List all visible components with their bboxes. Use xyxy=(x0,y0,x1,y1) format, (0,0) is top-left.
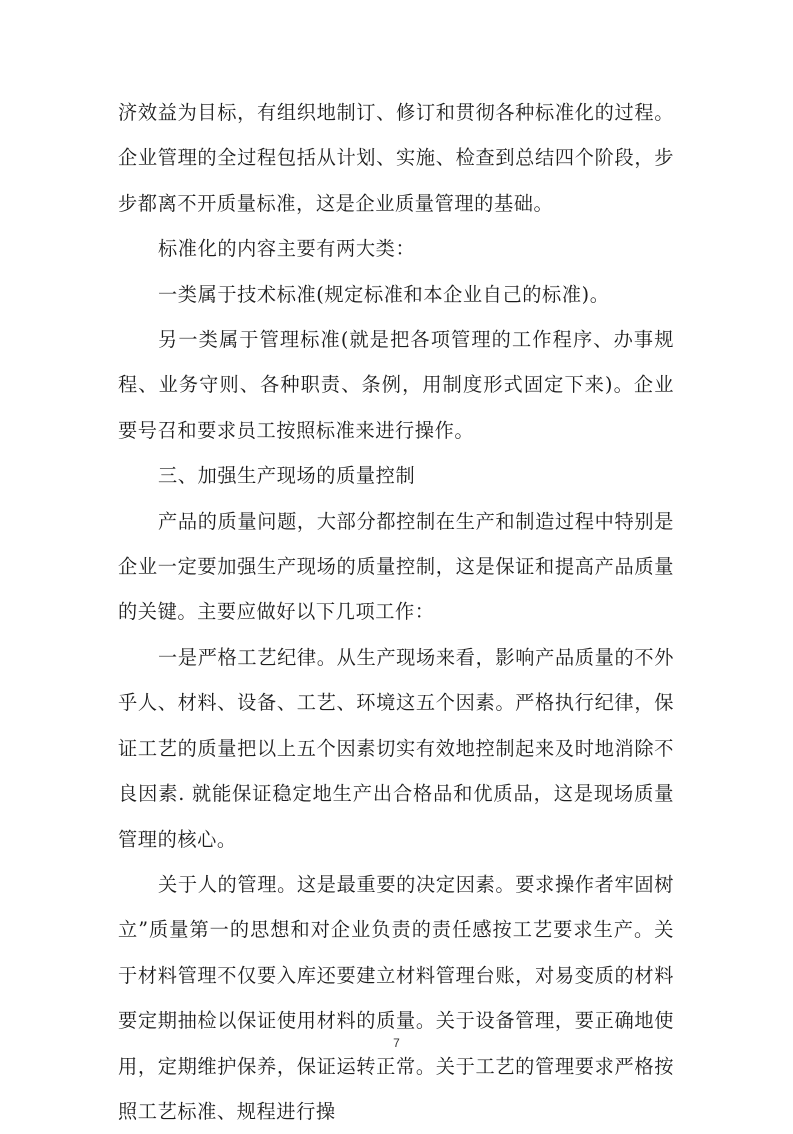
paragraph-people-management: 关于人的管理。这是最重要的决定因素。要求操作者牢固树立”质量第一的思想和对企业负责的责任感按工艺要求生产。关于材料管理不仅要入库还要建立材料管理台账，对易变质的材料要定期抽检以保证使用材料的质量。关于设备管理，要正确地使用，定期维护保养，保证运转正常。关于工艺的管理要求严格按照工艺标准、规程进行操 xyxy=(118,872,674,1123)
body-text xyxy=(118,90,674,1134)
paragraph-standardization-intro: 标准化的内容主要有两大类： xyxy=(158,237,416,261)
paragraph-continuation: 济效益为目标，有组织地制订、修订和贯彻各种标准化的过程。企业管理的全过程包括从计划、实施、检查到总结四个阶段，步步都离不开质量标准，这是企业质量管理的基础。 xyxy=(118,101,674,215)
page-number: 7 xyxy=(393,1036,400,1050)
paragraph-process-discipline: 一是严格工艺纪律。从生产现场来看，影响产品质量的不外乎人、材料、设备、工艺、环境这五个因素。严格执行纪律，保证工艺的质量把以上五个因素切实有效地控制起来及时地消除不良因素. 就能保证稳定地生产出合格品和优质品，这是现场质量管理的核心。 xyxy=(118,645,674,851)
paragraph-management-standard: 另一类属于管理标准(就是把各项管理的工作程序、办事规程、业务守则、各种职责、条例，用制度形式固定下来)。企业要号召和要求员工按照标准来进行操作。 xyxy=(118,328,674,442)
paragraph-quality-control: 产品的质量问题，大部分都控制在生产和制造过程中特别是企业一定要加强生产现场的质量控制，这是保证和提高产品质量的关键。主要应做好以下几项工作： xyxy=(118,509,674,624)
section-heading-3: 三、加强生产现场的质量控制 xyxy=(158,464,416,488)
paragraph-technical-standard: 一类属于技术标准(规定标准和本企业自己的标准)。 xyxy=(158,282,610,306)
